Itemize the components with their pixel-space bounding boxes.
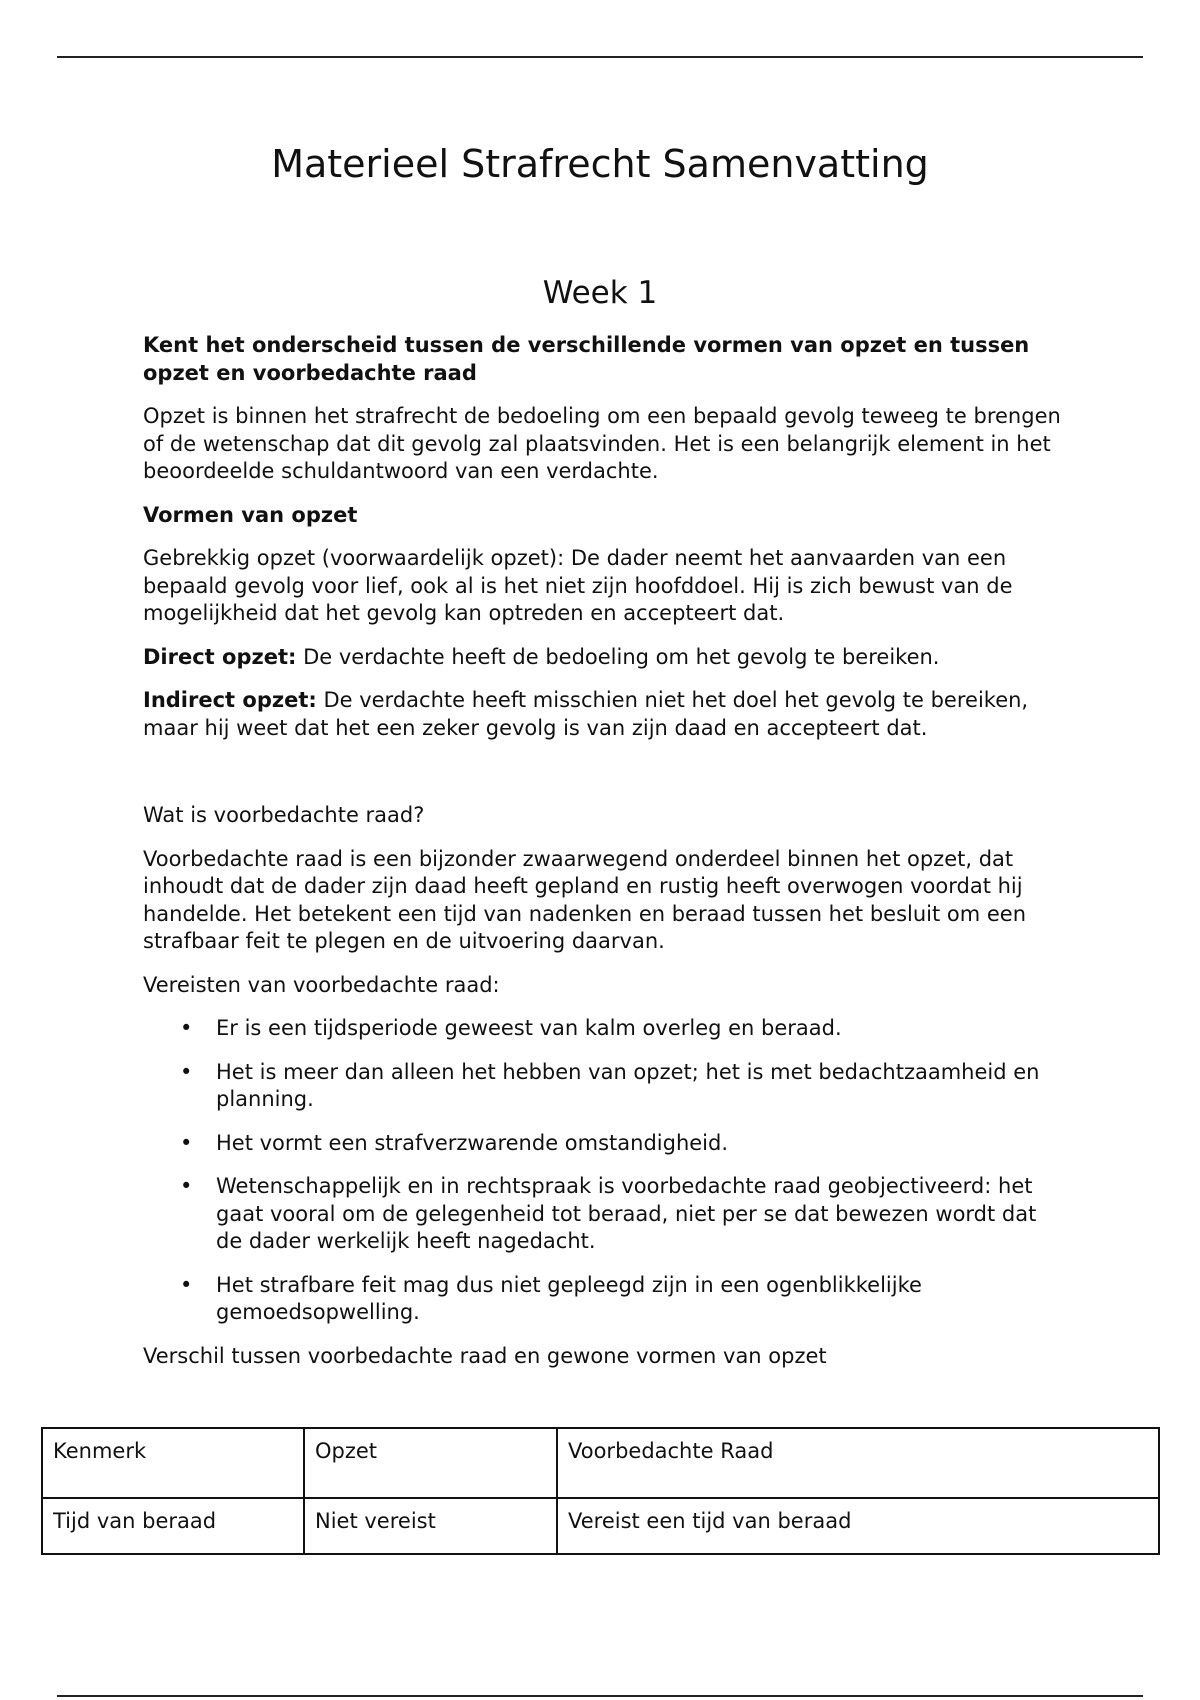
document-body <box>143 332 1063 1386</box>
paragraph-spacer <box>143 758 1063 802</box>
comparison-table <box>41 1427 1160 1555</box>
list-item <box>143 1059 1063 1114</box>
header-rule <box>57 56 1143 58</box>
list-item <box>143 1130 1063 1158</box>
table-row <box>42 1498 1159 1554</box>
table-cell: Niet vereist <box>304 1498 557 1554</box>
bullet-icon: • <box>180 1130 193 1155</box>
voorbedachte-paragraph: Voorbedachte raad is een bijzonder zwaarwegend onderdeel binnen het opzet, dat inhoudt dat de dader zijn daad heeft gepland en rustig heeft overwogen voordat hij handelde. Het betekent een tijd van nadenken en beraad tussen het besluit om een strafbaar feit te plegen en de uitvoering daarvan. <box>143 846 1027 953</box>
table-caption: Verschil tussen voorbedachte raad en gewone vormen van opzet <box>143 1343 827 1368</box>
list-item-text: Er is een tijdsperiode geweest van kalm overleg en beraad. <box>216 1016 842 1040</box>
direct-opzet-paragraph <box>143 644 1063 672</box>
bullet-icon: • <box>180 1272 193 1297</box>
table-header-cell: Voorbedachte Raad <box>557 1428 1159 1498</box>
list-item-text: Het vormt een strafverzwarende omstandigheid. <box>216 1130 729 1155</box>
indirect-opzet-paragraph <box>143 687 1063 742</box>
indirect-opzet-text: De verdachte heeft misschien niet het doel het gevolg te bereiken, maar hij weet dat het een zeker gevolg is van zijn daad en accepteert dat. <box>143 688 1029 740</box>
document-title: Materieel Strafrecht Samenvatting <box>271 142 929 186</box>
question-line: Wat is voorbedachte raad? <box>143 803 425 827</box>
direct-opzet-text: De verdachte heeft de bedoeling om het gevolg te bereiken. <box>296 644 940 669</box>
requirements-list <box>143 1015 1063 1327</box>
list-item <box>143 1173 1063 1256</box>
list-item-text: Het is meer dan alleen het hebben van opzet; het is met bedachtzaamheid en planning. <box>216 1059 1040 1111</box>
indirect-opzet-label: Indirect opzet: <box>143 688 317 712</box>
list-item-text: Het strafbare feit mag dus niet gepleegd zijn in een ogenblikkelijke gemoedsopwelling. <box>216 1272 922 1324</box>
intro-paragraph: Opzet is binnen het strafrecht de bedoeling om een bepaald gevolg teweeg te brengen of de wetenschap dat dit gevolg zal plaatsvinden. Het is een belangrijk element in het beoordeelde schuldantwoord van een verdachte. <box>143 404 1061 483</box>
section-heading: Kent het onderscheid tussen de verschillende vormen van opzet en tussen opzet en voorbedachte raad <box>143 333 1030 385</box>
list-item <box>143 1272 1063 1327</box>
direct-opzet-label: Direct opzet: <box>143 644 297 669</box>
table-cell: Vereist een tijd van beraad <box>557 1498 1159 1554</box>
bullet-icon: • <box>180 1174 193 1198</box>
table-header-cell: Opzet <box>304 1428 557 1498</box>
table-header-cell: Kenmerk <box>42 1428 304 1498</box>
bullet-icon: • <box>180 1016 193 1040</box>
table-cell: Tijd van beraad <box>42 1498 304 1554</box>
week-heading: Week 1 <box>542 275 658 311</box>
table-header-row <box>42 1428 1159 1498</box>
footer-rule <box>57 1695 1143 1697</box>
list-item <box>143 1015 1063 1043</box>
list-item-text: Wetenschappelijk en in rechtspraak is voorbedachte raad geobjectiveerd: het gaat vooral om de gelegenheid tot beraad, niet per se dat bewezen wordt dat de dader werkelijk heeft nagedacht. <box>216 1174 1037 1253</box>
bullet-icon: • <box>180 1059 193 1084</box>
gebrekkig-opzet-paragraph: Gebrekkig opzet (voorwaardelijk opzet): De dader neemt het aanvaarden van een bepaald gevolg voor lief, ook al is het niet zijn hoofddoel. Hij is zich bewust van de mogelijkheid dat het gevolg kan optreden en accepteert dat. <box>143 546 1013 625</box>
forms-heading: Vormen van opzet <box>143 502 358 527</box>
requirements-intro: Vereisten van voorbedachte raad: <box>143 972 500 997</box>
